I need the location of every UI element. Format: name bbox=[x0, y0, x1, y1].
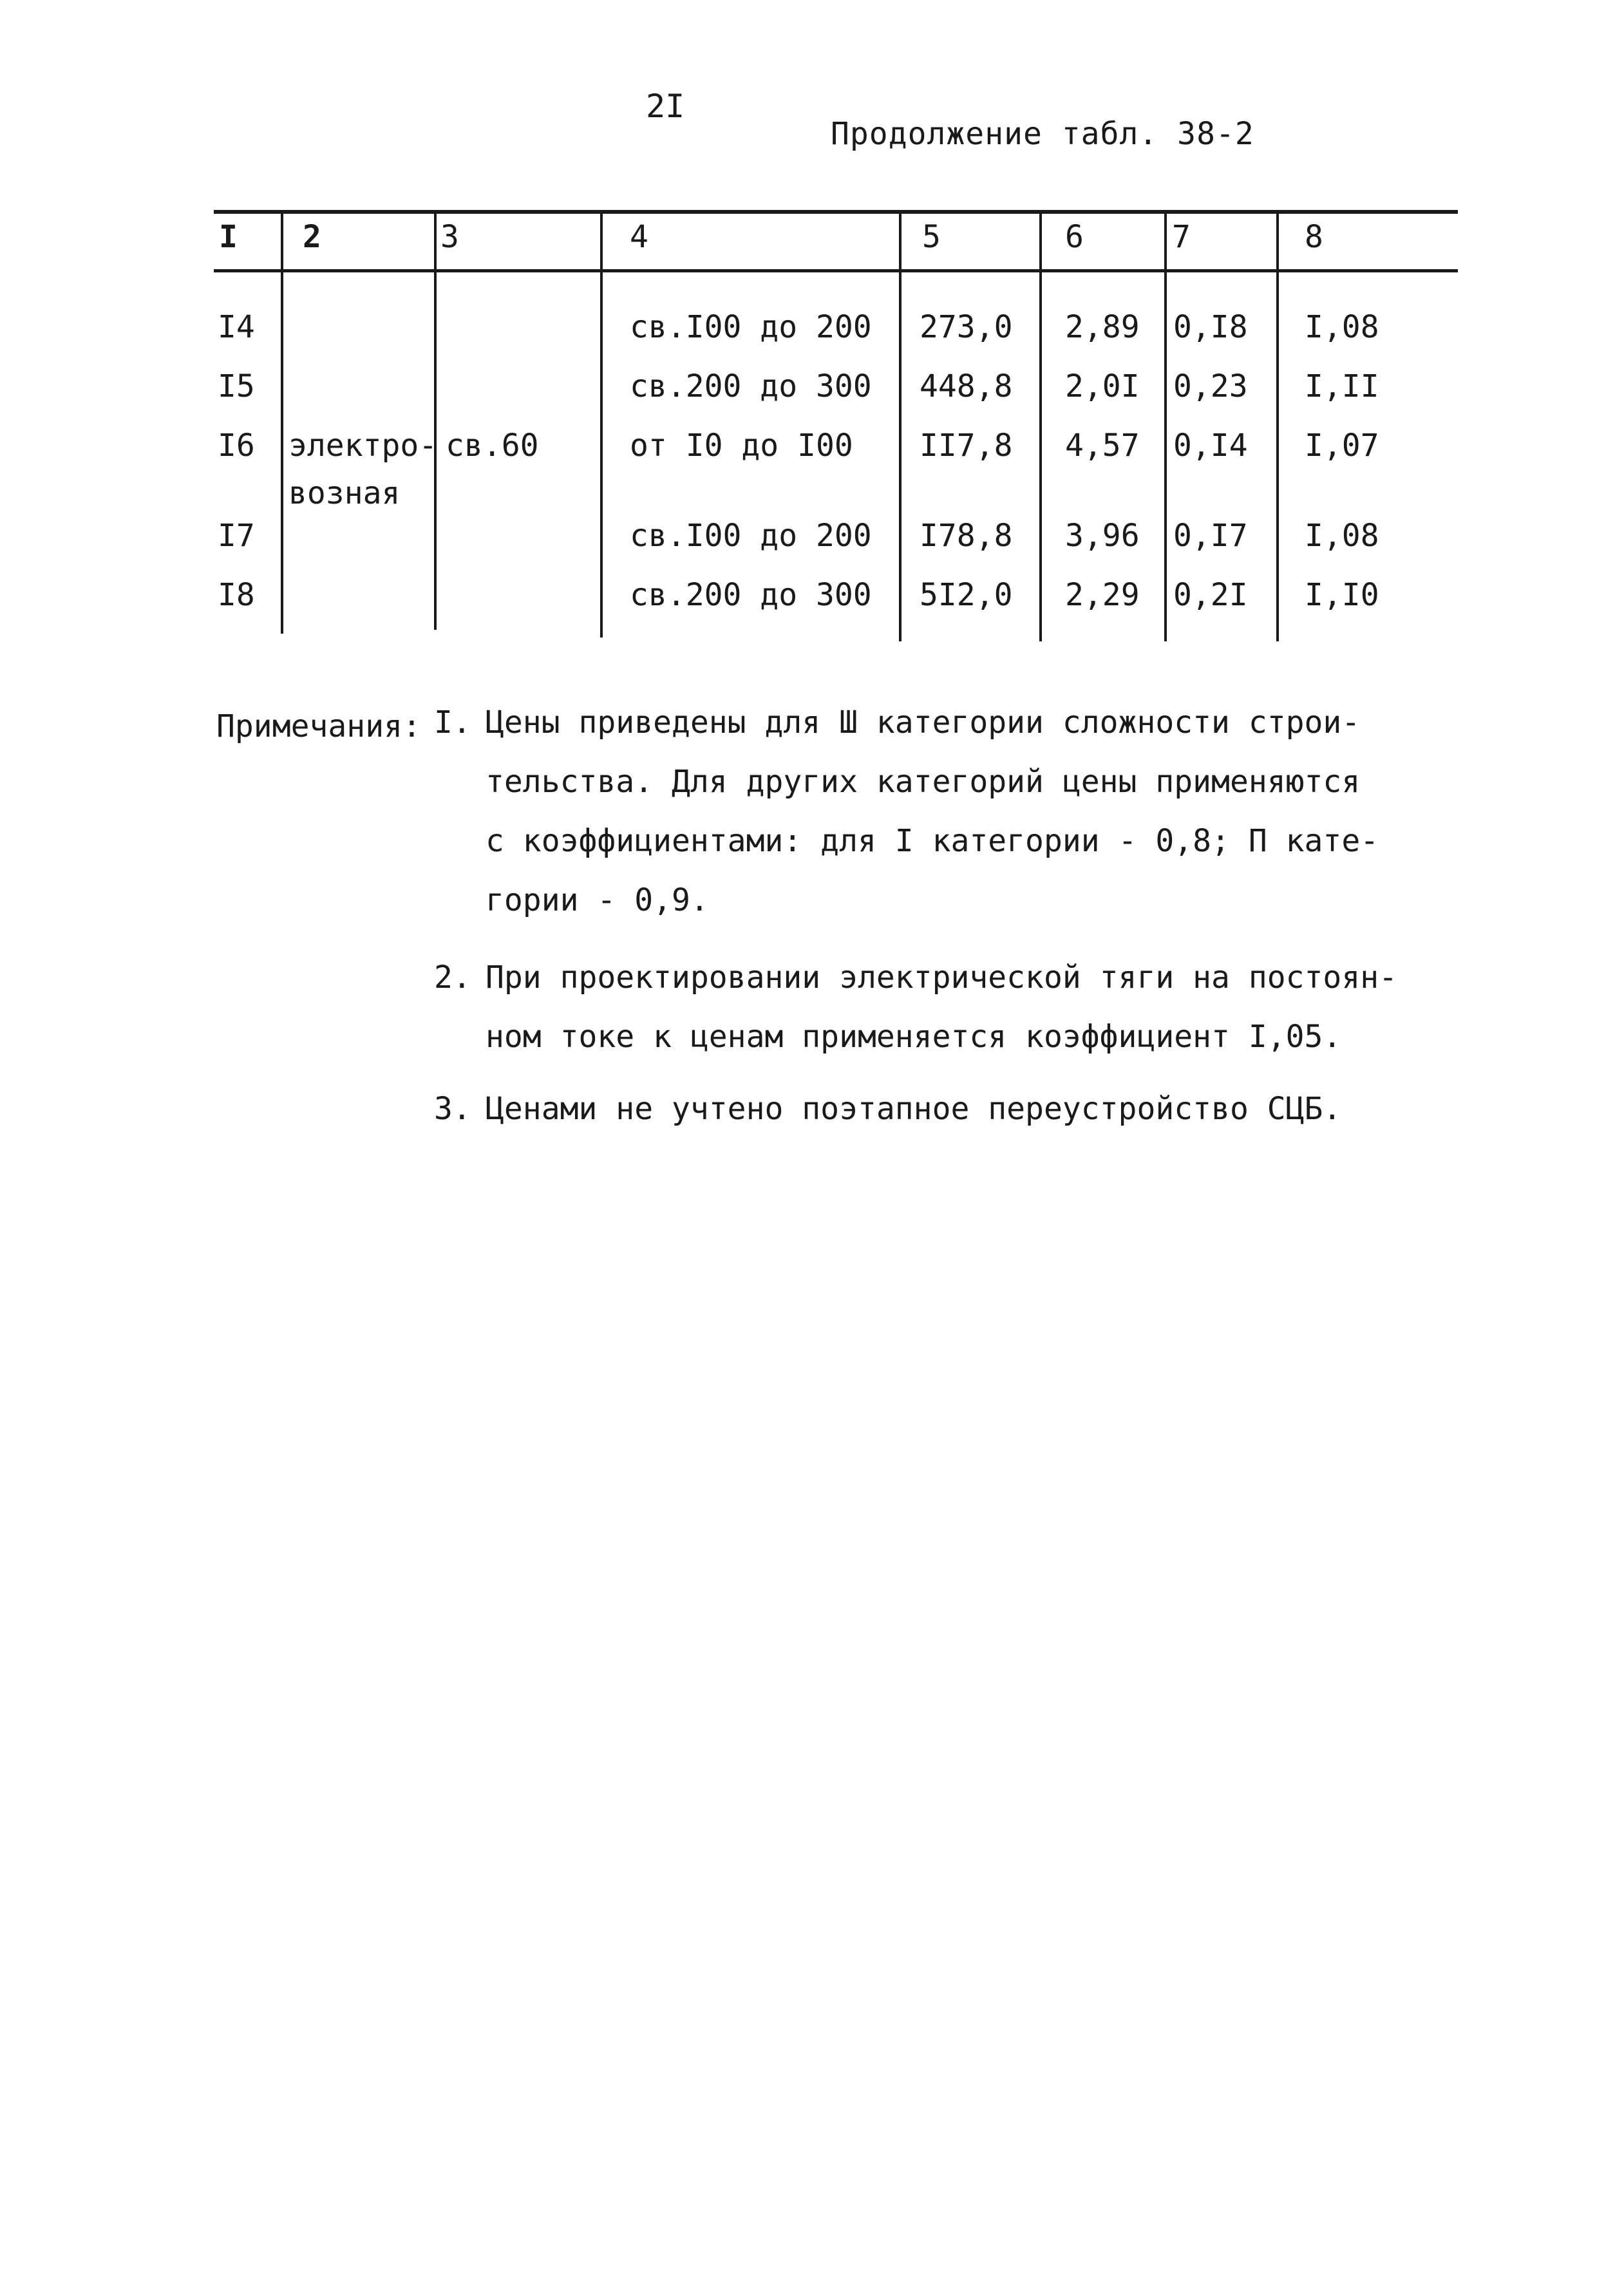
row-number: I7 bbox=[218, 518, 255, 554]
col-divider-1 bbox=[281, 214, 283, 634]
col-divider-6 bbox=[1164, 214, 1167, 641]
value-col-6: 3,96 bbox=[1065, 518, 1140, 554]
row-number: I4 bbox=[218, 309, 255, 345]
header-col-4: 4 bbox=[630, 219, 648, 255]
table-top-rule bbox=[214, 210, 1458, 214]
base-price: 273,0 bbox=[920, 309, 1013, 345]
page-number: 2I bbox=[646, 88, 685, 125]
load-range: от I0 до I00 bbox=[630, 428, 853, 464]
value-col-7: 0,I8 bbox=[1173, 309, 1248, 345]
table-caption: Продолжение табл. 38-2 bbox=[831, 116, 1254, 152]
note-line: гории - 0,9. bbox=[486, 882, 709, 918]
header-col-6: 6 bbox=[1065, 219, 1084, 255]
note-line: Ценами не учтено поэтапное переустройство СЦБ. bbox=[486, 1091, 1342, 1127]
value-col-8: I,I0 bbox=[1305, 577, 1379, 613]
value-col-6: 2,29 bbox=[1065, 577, 1140, 613]
col-divider-7 bbox=[1276, 214, 1279, 641]
value-col-6: 2,0I bbox=[1065, 368, 1140, 404]
value-col-8: I,07 bbox=[1305, 428, 1379, 464]
col-divider-4 bbox=[899, 214, 902, 641]
value-col-8: I,II bbox=[1305, 368, 1379, 404]
base-price: II7,8 bbox=[920, 428, 1013, 464]
traction-type-line1: электро- bbox=[288, 428, 438, 464]
load-range: св.200 до 300 bbox=[630, 577, 872, 613]
row-number: I5 bbox=[218, 368, 255, 404]
note-line: При проектировании электрической тяги на постоян- bbox=[486, 959, 1398, 996]
header-col-3: 3 bbox=[440, 219, 459, 255]
parameter-col-3: св.60 bbox=[446, 428, 539, 464]
value-col-6: 2,89 bbox=[1065, 309, 1140, 345]
row-number: I8 bbox=[218, 577, 255, 613]
value-col-7: 0,2I bbox=[1173, 577, 1248, 613]
load-range: св.200 до 300 bbox=[630, 368, 872, 404]
value-col-7: 0,23 bbox=[1173, 368, 1248, 404]
value-col-6: 4,57 bbox=[1065, 428, 1140, 464]
header-col-1: I bbox=[219, 219, 238, 255]
note-number: I. bbox=[434, 704, 471, 741]
col-divider-3 bbox=[600, 214, 603, 638]
base-price: I78,8 bbox=[920, 518, 1013, 554]
notes-label: Примечания: bbox=[216, 708, 421, 744]
load-range: св.I00 до 200 bbox=[630, 309, 872, 345]
load-range: св.I00 до 200 bbox=[630, 518, 872, 554]
col-divider-5 bbox=[1039, 214, 1042, 641]
value-col-7: 0,I4 bbox=[1173, 428, 1248, 464]
header-col-2: 2 bbox=[303, 219, 321, 255]
value-col-8: I,08 bbox=[1305, 309, 1379, 345]
traction-type-line2: возная bbox=[288, 475, 401, 511]
note-number: 2. bbox=[434, 959, 471, 996]
base-price: 5I2,0 bbox=[920, 577, 1013, 613]
note-number: 3. bbox=[434, 1091, 471, 1127]
table-header-rule bbox=[214, 269, 1458, 272]
header-col-7: 7 bbox=[1172, 219, 1191, 255]
note-line: с коэффициентами: для I категории - 0,8; П кате- bbox=[486, 823, 1379, 859]
note-line: ном токе к ценам применяется коэффициент I,05. bbox=[486, 1019, 1342, 1055]
col-divider-2 bbox=[434, 214, 437, 630]
base-price: 448,8 bbox=[920, 368, 1013, 404]
value-col-8: I,08 bbox=[1305, 518, 1379, 554]
row-number: I6 bbox=[218, 428, 255, 464]
header-col-5: 5 bbox=[922, 219, 941, 255]
note-line: тельства. Для других категорий цены применяются bbox=[486, 764, 1361, 800]
value-col-7: 0,I7 bbox=[1173, 518, 1248, 554]
header-col-8: 8 bbox=[1305, 219, 1323, 255]
note-line: Цены приведены для Ш категории сложности строи- bbox=[486, 704, 1361, 741]
